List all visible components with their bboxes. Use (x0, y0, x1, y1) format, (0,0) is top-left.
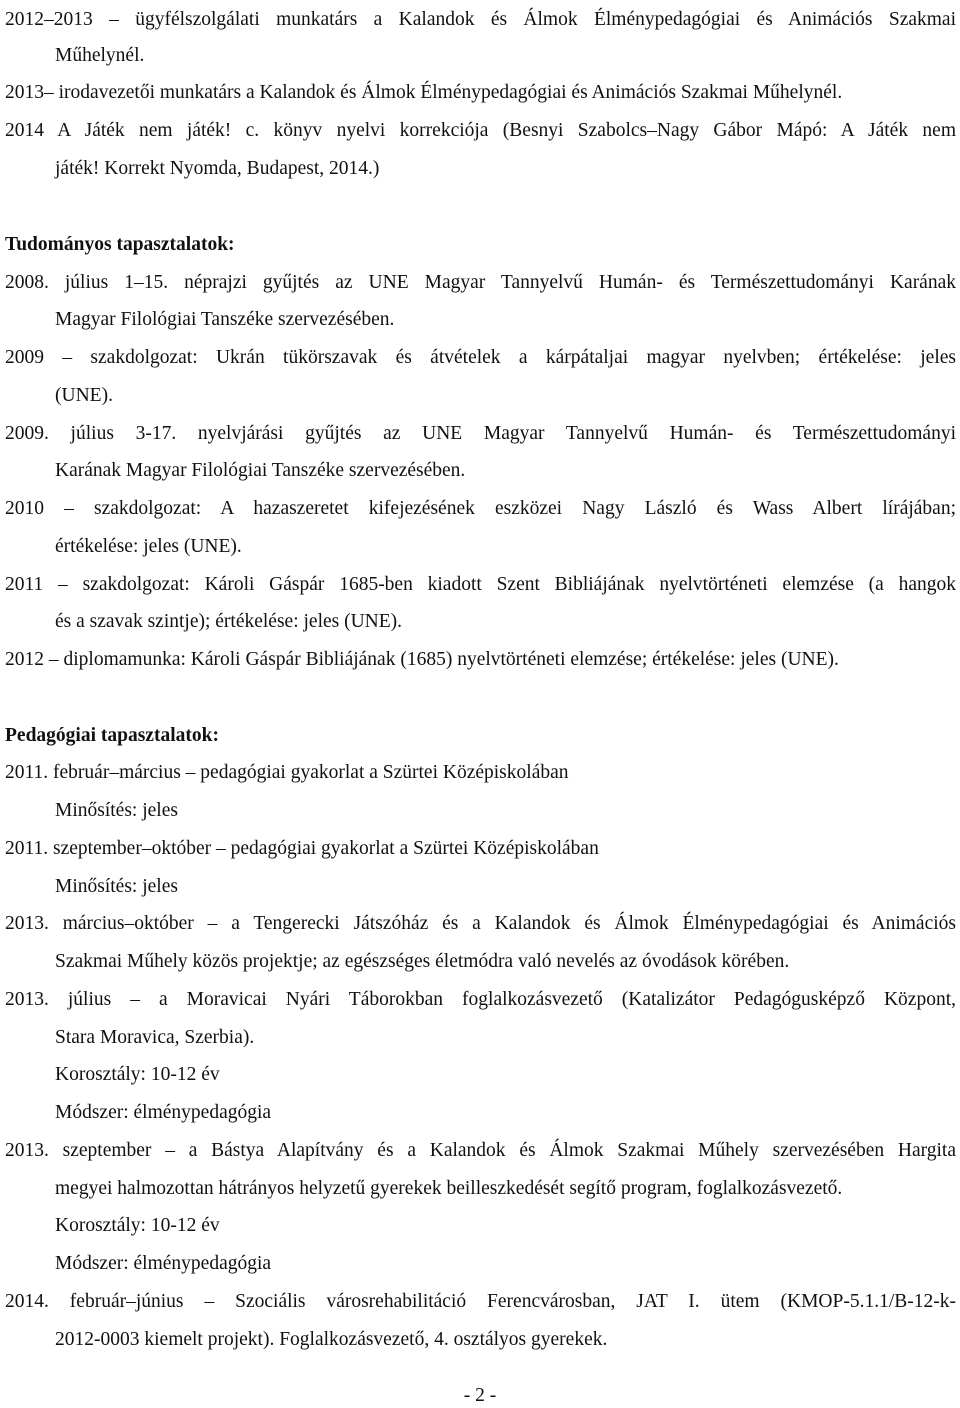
pedagogical-line: Módszer: élménypedagógia (55, 1102, 272, 1123)
scientific-line: Magyar Filológiai Tanszéke szervezésében. (55, 309, 395, 330)
pedagogical-line: megyei halmozottan hátrányos helyzetű gyerekek beilleszkedését segítő program, foglalkozásvezető. (55, 1178, 843, 1199)
pedagogical-line: Minősítés: jeles (55, 800, 178, 821)
pedagogical-line: Minősítés: jeles (55, 876, 178, 897)
scientific-line: Karának Magyar Filológiai Tanszéke szervezésében. (55, 460, 466, 481)
intro-line: játék! Korrekt Nyomda, Budapest, 2014.) (55, 158, 380, 179)
scientific-line: 2010 – szakdolgozat: A hazaszeretet kifejezésének eszközei Nagy László és Wass Albert lírájában; (5, 498, 956, 519)
intro-line: Műhelynél. (55, 45, 145, 66)
pedagogical-line: Szakmai Műhely közös projektje; az egészséges életmódra való nevelés az óvodások körében. (55, 951, 790, 972)
pedagogical-line: Stara Moravica, Szerbia). (55, 1027, 255, 1048)
pedagogical-line: 2013. március–október – a Tengerecki Játszóház és a Kalandok és Álmok Élménypedagógiai és Animációs (5, 913, 956, 934)
scientific-line: 2008. július 1–15. néprajzi gyűjtés az UNE Magyar Tannyelvű Humán- és Természettudományi Karának (5, 272, 956, 293)
pedagogical-line: 2014. február–június – Szociális városrehabilitáció Ferencvárosban, JAT I. ütem (KMOP-5.1.1/B-12-k- (5, 1291, 956, 1312)
pedagogical-heading: Pedagógiai tapasztalatok: (5, 725, 219, 746)
scientific-line: 2012 – diplomamunka: Károli Gáspár Bibliájának (1685) nyelvtörténeti elemzése; értékelése: jeles (UNE). (5, 649, 839, 670)
scientific-line: 2011 – szakdolgozat: Károli Gáspár 1685-ben kiadott Szent Bibliájának nyelvtörténeti elemzése (a hangok (5, 574, 956, 595)
scientific-line: értékelése: jeles (UNE). (55, 536, 242, 557)
pedagogical-line: Módszer: élménypedagógia (55, 1253, 272, 1274)
pedagogical-line: 2013. július – a Moravicai Nyári Táborokban foglalkozásvezető (Katalizátor Pedagógusképző Központ, (5, 989, 956, 1010)
pedagogical-line: 2011. február–március – pedagógiai gyakorlat a Szürtei Középiskolában (5, 762, 569, 783)
intro-line: 2013– irodavezetői munkatárs a Kalandok és Álmok Élménypedagógiai és Animációs Szakmai Műhelynél. (5, 82, 843, 103)
pedagogical-line: 2011. szeptember–október – pedagógiai gyakorlat a Szürtei Középiskolában (5, 838, 599, 859)
pedagogical-line: Korosztály: 10-12 év (55, 1064, 220, 1085)
scientific-line: (UNE). (55, 385, 113, 406)
scientific-line: 2009. július 3-17. nyelvjárási gyűjtés az UNE Magyar Tannyelvű Humán- és Természettudományi (5, 423, 956, 444)
pedagogical-line: Korosztály: 10-12 év (55, 1215, 220, 1236)
page-number: - 2 - (463, 1385, 497, 1406)
intro-line: 2012–2013 – ügyfélszolgálati munkatárs a Kalandok és Álmok Élménypedagógiai és Animációs Szakmai (5, 9, 956, 30)
scientific-line: 2009 – szakdolgozat: Ukrán tükörszavak és átvételek a kárpátaljai magyar nyelvben; értékelése: jeles (5, 347, 956, 368)
intro-line: 2014 A Játék nem játék! c. könyv nyelvi korrekciója (Besnyi Szabolcs–Nagy Gábor Mápó: A Játék nem (5, 120, 956, 141)
scientific-heading: Tudományos tapasztalatok: (5, 234, 235, 255)
pedagogical-line: 2012-0003 kiemelt projekt). Foglalkozásvezető, 4. osztályos gyerekek. (55, 1329, 608, 1350)
scientific-line: és a szavak szintje); értékelése: jeles (UNE). (55, 611, 403, 632)
pedagogical-line: 2013. szeptember – a Bástya Alapítvány és a Kalandok és Álmok Szakmai Műhely szervezésében Hargita (5, 1140, 956, 1161)
